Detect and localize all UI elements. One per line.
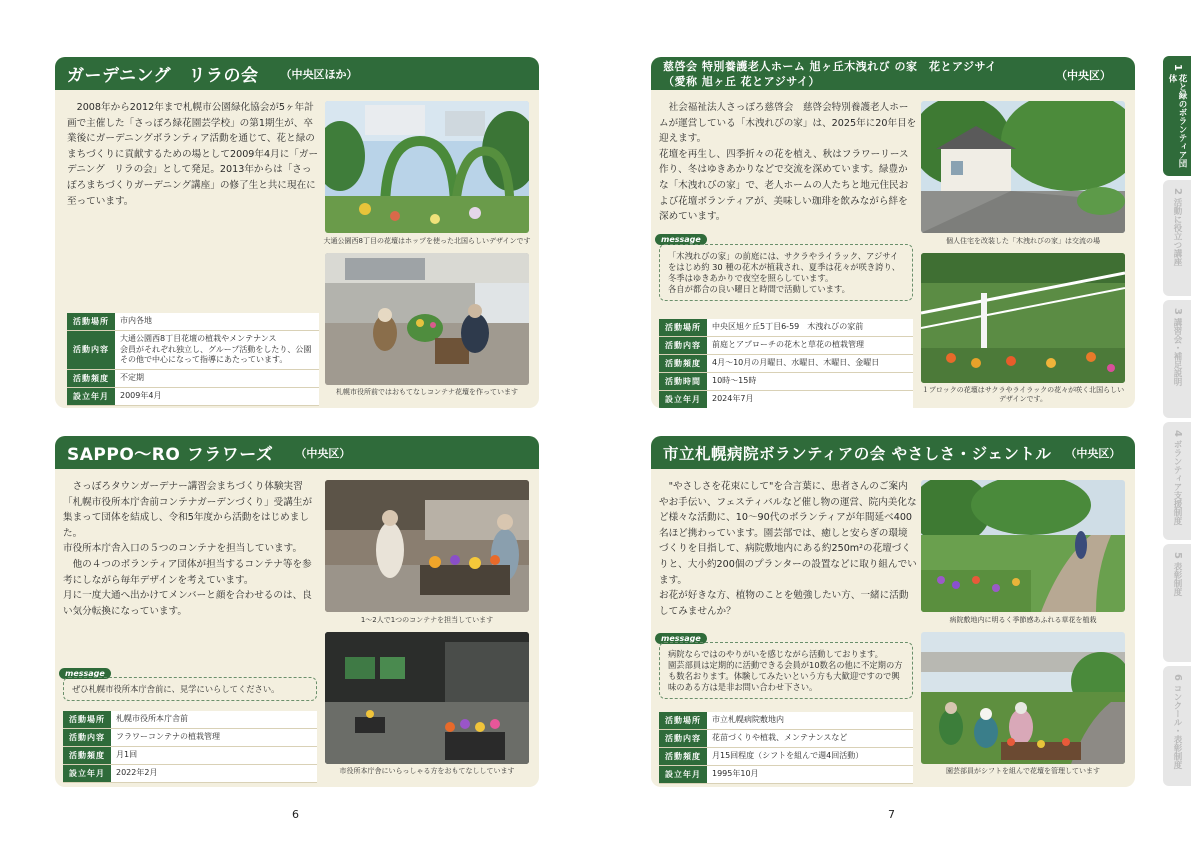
side-tab-6[interactable]: [1163, 666, 1191, 786]
card-header: [651, 436, 1135, 469]
photo-caption: 個人住宅を改装した「木洩れびの家」は交流の場: [946, 237, 1100, 245]
info-key: 活動時間: [659, 373, 707, 390]
info-row: [63, 765, 317, 783]
info-key: 活動内容: [659, 337, 707, 354]
tab-number: 5: [1172, 552, 1183, 559]
info-table: [659, 319, 913, 408]
info-key: 活動場所: [659, 319, 707, 336]
info-row: [67, 388, 319, 406]
info-row: [659, 712, 913, 730]
photo-city-hall: [325, 632, 529, 764]
info-key: 設立年月: [659, 766, 707, 783]
info-key: 活動場所: [63, 711, 111, 728]
info-row: [63, 729, 317, 747]
body-paragraph: 市役所本庁舎入口の５つのコンテナを担当しています。: [63, 543, 303, 555]
info-row: [659, 355, 913, 373]
info-key: 設立年月: [67, 388, 115, 405]
card-body: [659, 479, 917, 619]
info-value: 月15回程度（シフトを組んで週4回活動）: [712, 751, 864, 760]
message-tag: message: [655, 633, 707, 644]
info-row: [659, 319, 913, 337]
card-body: [659, 100, 917, 225]
tab-label: 活動に役立つ講座: [1172, 197, 1182, 266]
info-value: 月1回: [116, 750, 138, 759]
page-number-left: 6: [292, 808, 299, 821]
info-value: フラワーコンテナの植栽管理: [116, 732, 220, 741]
info-row: [67, 313, 319, 331]
side-tab-5[interactable]: [1163, 544, 1191, 662]
card-sapporo: [55, 436, 539, 787]
side-tab-1[interactable]: [1163, 56, 1191, 176]
photo-flowerbed: [921, 253, 1125, 383]
info-value: 4月～10月の月曜日、水曜日、木曜日、金曜日: [712, 358, 880, 367]
tab-number: 4: [1172, 430, 1183, 437]
card-area: （中央区）: [1056, 69, 1111, 82]
info-row: [63, 711, 317, 729]
body-paragraph: お花が好きな方、植物のことを勉強したい方、一緒に活動してみませんか？: [659, 590, 909, 617]
card-hospital: [651, 436, 1135, 787]
photo-container-planting: [325, 253, 529, 385]
tab-number: 3: [1172, 308, 1183, 315]
info-value: 市内各地: [120, 316, 152, 325]
photo-caption: 札幌市役所前ではおもてなしコンテナ花壇を作っています: [336, 388, 518, 396]
info-key: 設立年月: [659, 391, 707, 408]
info-key: 活動頻度: [659, 355, 707, 372]
info-key: 設立年月: [63, 765, 111, 782]
photo-hospital-path: [921, 480, 1125, 612]
side-tab-2[interactable]: [1163, 180, 1191, 296]
card-header: [55, 436, 539, 469]
card-body: [67, 100, 319, 209]
photo-house: [921, 101, 1125, 233]
body-paragraph: "やさしさを花束にして"を合言葉に、患者さんのご案内やお手伝い、フェスティバルなど催し物の運営、院内美化など様々な活動に、10～90代のボランティアが年間延べ400名ほど携わっています。園芸部では、癒しと安らぎの環境づくりを目指して、病院敷地内にある約250m²の花壇づくりと、大小約200個のプランターの設置などに取り組んでいます。: [659, 481, 917, 586]
card-title-line2: （愛称 旭ヶ丘 花とアジサイ）: [663, 74, 820, 88]
info-row: [659, 766, 913, 784]
info-row: [659, 730, 913, 748]
card-jikei: [651, 57, 1135, 408]
card-body: [63, 479, 321, 619]
info-row: [659, 337, 913, 355]
photo-garden-hops: [325, 101, 529, 233]
tab-label: 講習会・補足説明: [1172, 317, 1182, 386]
info-key: 活動頻度: [67, 370, 115, 387]
card-area: （中央区ほか）: [280, 67, 358, 81]
info-table: [63, 711, 317, 783]
info-table: [67, 313, 319, 406]
info-value: 不定期: [120, 372, 144, 382]
card-header: [651, 57, 1135, 90]
info-value: 札幌市役所本庁舎前: [116, 714, 188, 723]
info-row: [67, 370, 319, 388]
info-key: 活動頻度: [659, 748, 707, 765]
photo-caption: 1～2人で1つのコンテナを担当しています: [360, 616, 494, 624]
tab-label: 表彰制度: [1172, 561, 1182, 596]
photo-caption: １ブロックの花壇はサクラやライラックの花々が咲く北国らしいデザインです。: [921, 386, 1125, 403]
info-value: 花苗づくりや植栽、メンテナンスなど: [712, 733, 848, 742]
tab-number: 6: [1172, 674, 1183, 681]
info-key: 活動頻度: [63, 747, 111, 764]
side-tab-4[interactable]: [1163, 422, 1191, 540]
info-value: 2024年7月: [712, 394, 754, 403]
info-value: 2009年4月: [120, 390, 162, 400]
photo-caption: 大通公園西8丁目の花壇はホップを使った北国らしいデザインです: [323, 237, 531, 245]
info-row: [63, 747, 317, 765]
card-title: ガーデニング リラの会: [67, 66, 259, 86]
info-value: 市立札幌病院敷地内: [712, 715, 784, 724]
photo-hospital-gardening: [921, 632, 1125, 764]
info-row: [67, 331, 319, 370]
info-value: 2022年2月: [116, 768, 158, 777]
side-tab-3[interactable]: [1163, 300, 1191, 418]
tab-number: 1: [1172, 64, 1183, 71]
card-title: SAPPO～RO フラワーズ: [67, 445, 274, 465]
info-value: 中央区旭ケ丘5丁目6-59 木洩れびの家前: [712, 322, 864, 331]
photo-caption: 園芸部員がシフトを組んで花壇を管理しています: [946, 767, 1100, 775]
body-paragraph: 社会福祉法人さっぽろ慈啓会 慈啓会特別養護老人ホームが運営している「木洩れびの家」は、2025年に20年目を迎えます。: [659, 102, 917, 145]
body-paragraph: 2008年から2012年まで札幌市公園緑化協会が5ヶ年計画で主催した「さっぽろ緑花園芸学校」の第1期生が、卒業後にガーデニングボランティア活動を通じて、花と緑のまちづくりに貢献するための場として2009年4月に「ガーデニング リラの会」として発足。2013年からは「さっぽろまちづくりガーデニング講座」の修了生と共に現在に至っています。: [67, 102, 319, 207]
info-row: [659, 391, 913, 408]
info-key: 活動内容: [67, 331, 115, 369]
card-area: （中央区）: [1065, 446, 1121, 460]
info-value: 10時～15時: [712, 376, 757, 385]
message-box: ぜひ札幌市役所本庁舎前に、見学にいらしてください。: [63, 677, 317, 701]
body-paragraph: さっぽろタウンガーデナー講習会まちづくり体験実習「札幌市役所本庁舎前コンテナガーデンづくり」受講生が集まって団体を結成し、令和5年度から活動をはじめました。: [63, 481, 313, 539]
message-box: 病院ならではのやりがいを感じながら活動しております。 園芸部員は定期的に活動できる会員が10数名の他に不定期の方も数名おります。体験してみたいという方も大歓迎ですので興味のある方は是非お問い合わせ下さい。: [659, 642, 913, 699]
card-area: （中央区）: [295, 446, 351, 460]
photo-volunteers: [325, 480, 529, 612]
info-value: 1995年10月: [712, 769, 759, 778]
info-key: 活動場所: [67, 313, 115, 330]
message-tag: message: [655, 234, 707, 245]
info-key: 活動内容: [659, 730, 707, 747]
info-value: 前庭とアプローチの花木と草花の植栽管理: [712, 340, 864, 349]
info-row: [659, 748, 913, 766]
message-tag: message: [59, 668, 111, 679]
body-paragraph: 花壇を再生し、四季折々の花を植え、秋はフラワーリース作り、冬はゆきあかりなどで交流を深めています。緑豊かな「木洩れびの家」で、老人ホームの人たちと地元住民および花壇ボランティアが、美味しい珈琲を飲みながら絆を深めています。: [659, 148, 909, 223]
card-header: [55, 57, 539, 90]
tab-label: ボランティア支援制度: [1172, 439, 1182, 525]
page-number-right: 7: [888, 808, 895, 821]
body-paragraph: 月に一度大通へ出かけてメンバーと顔を合わせるのは、良い気分転換になっています。: [63, 590, 312, 617]
photo-caption: 市役所本庁舎にいらっしゃる方をおもてなししています: [339, 767, 515, 775]
info-table: [659, 712, 913, 784]
tab-label: 花と緑のボランティア団体: [1167, 73, 1187, 168]
body-paragraph: 他の４つのボランティア団体が担当するコンテナ等を参考にしながら毎年デザインを考えています。: [63, 558, 312, 586]
message-box: 「木洩れびの家」の前庭には、サクラやライラック、アジサイをはじめ約 30 種の花木が植栽され、夏季は花々が咲き誇り、冬季はゆきあかりで夜空を照らしています。 各自が都合の良い曜日と時間で活動しています。: [659, 244, 913, 301]
card-lilac: [55, 57, 539, 408]
card-title: 市立札幌病院ボランティアの会 やさしさ・ジェントル: [663, 444, 1052, 463]
info-key: 活動内容: [63, 729, 111, 746]
info-row: [659, 373, 913, 391]
info-key: 活動場所: [659, 712, 707, 729]
info-value: 大通公園西8丁目花壇の植栽やメンテナンス 会員がそれぞれ独立し、グループ活動をしたり、公園その他で中心になって指導にあたっています。: [120, 334, 312, 364]
tab-label: コンクール・表彰制度: [1172, 683, 1182, 769]
tab-number: 2: [1172, 188, 1183, 195]
photo-caption: 病院敷地内に明るく季節感あふれる草花を植栽: [949, 616, 1097, 624]
card-title-line1: 慈啓会 特別養護老人ホーム 旭ヶ丘木洩れび の家 花とアジサイ: [663, 59, 997, 73]
